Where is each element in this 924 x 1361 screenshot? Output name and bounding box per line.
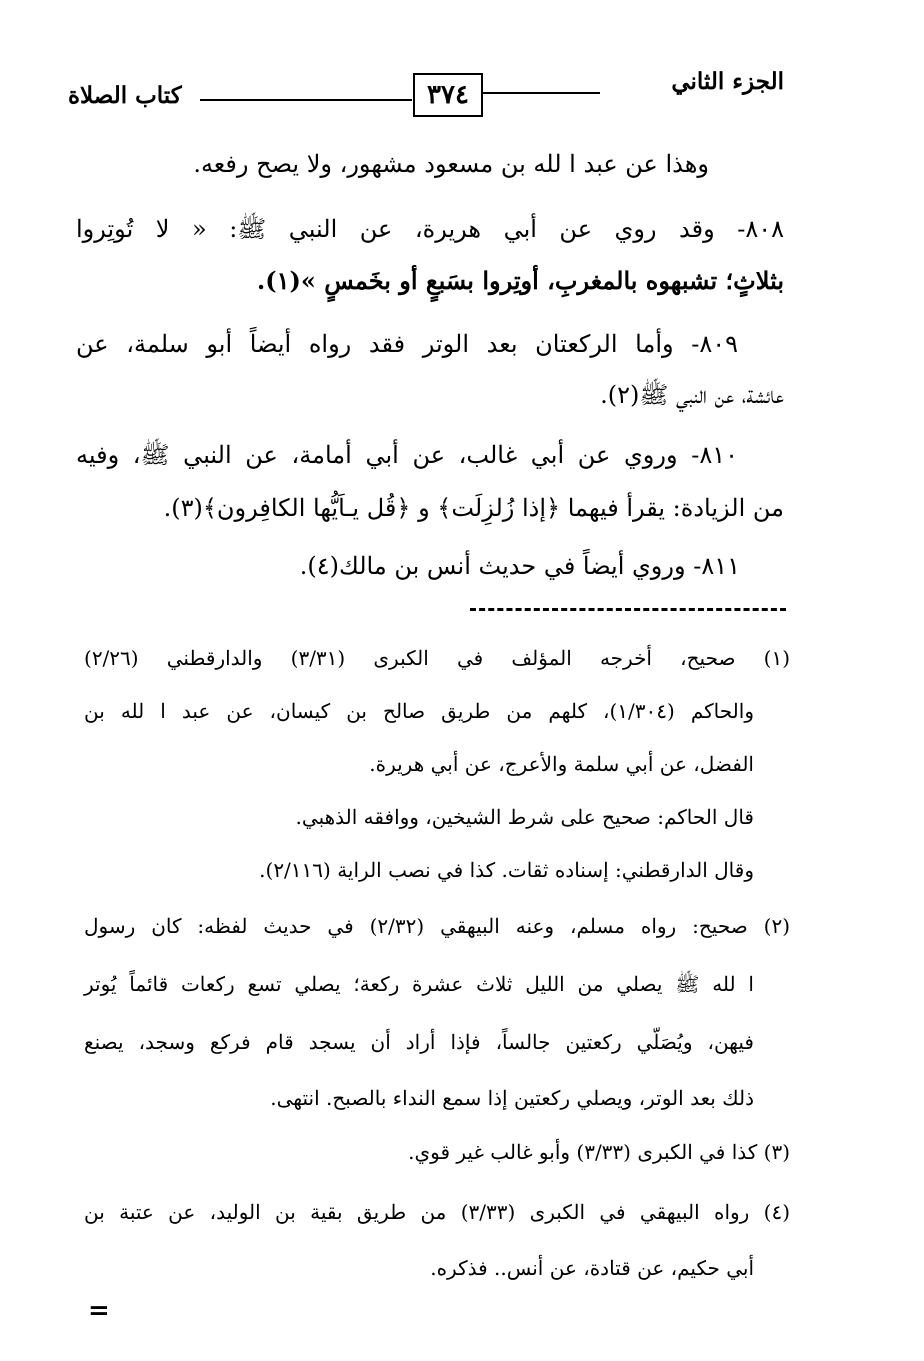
footnote-line-11: (٤) رواه البيهقي في الكبرى (٣/٣٣) من طريق بقية بن الوليد، عن عتبة بن	[84, 1200, 790, 1224]
footnote-line-2: والحاكم (١/٣٠٤)، كلهم من طريق صالح بن كيسان، عن عبد ا لله بن	[84, 699, 754, 723]
footnote-line-8: فيهن، ويُصَلّي ركعتين جالساً، فإذا أراد أن يسجد قام فركع وسجد، يصنع	[84, 1030, 754, 1054]
body-line-1: وهذا عن عبد ا لله بن مسعود مشهور، ولا يصح رفعه.	[193, 150, 709, 178]
footnote-line-9: ذلك بعد الوتر، ويصلي ركعتين إذا سمع النداء بالصبح. انتهى.	[270, 1086, 754, 1110]
footnote-line-10: (٣) كذا في الكبرى (٣/٣٣) وأبو غالب غير قوي.	[408, 1140, 790, 1164]
footnote-line-5: وقال الدارقطني: إسناده ثقات. كذا في نصب الراية (٢/١١٦).	[259, 858, 754, 882]
body-line-6: ٨١٠- وروي عن أبي غالب، عن أبي أمامة، عن النبي ﷺ، وفيه	[76, 441, 738, 469]
footnote-line-3: الفضل، عن أبي سلمة والأعرج، عن أبي هريرة.	[369, 752, 754, 776]
footnote-separator	[470, 608, 786, 611]
footnote-line-4: قال الحاكم: صحيح على شرط الشيخين، ووافقه الذهبي.	[295, 805, 754, 829]
footnote-line-6: (٢) صحيح: رواه مسلم، وعنه البيهقي (٢/٣٢) في حديث لفظه: كان رسول	[84, 914, 790, 938]
body-line-8: ٨١١- وروي أيضاً في حديث أنس بن مالك(٤).	[299, 552, 740, 580]
volume-title: الجزء الثاني	[671, 68, 784, 95]
footnote-line-12: أبي حكيم، عن قتادة، عن أنس.. فذكره.	[430, 1256, 754, 1280]
body-line-5: عائشة، عن النبي ﷺ(٢).	[600, 381, 784, 409]
body-line-2: ٨٠٨- وقد روي عن أبي هريرة، عن النبي ﷺ: « لا تُوتِروا	[76, 215, 784, 243]
header-rule-left	[200, 99, 412, 101]
body-line-7: من الزيادة: يقرأ فيهما ﴿إذا زُلزِلَت﴾ و ﴿قُل يـاَيُّها الكافِرون﴾(٣).	[163, 494, 784, 522]
footnote-line-1: (١) صحيح، أخرجه المؤلف في الكبرى (٣/٣١) والدارقطني (٢/٢٦)	[84, 646, 791, 670]
footnote-line-7: ا لله ﷺ يصلي من الليل ثلاث عشرة ركعة؛ يصلي تسع ركعات قائماً يُوتر	[84, 972, 754, 996]
chapter-title: كتاب الصلاة	[68, 82, 182, 109]
page-number: ٣٧٤	[413, 73, 483, 117]
header-rule-right	[482, 92, 600, 94]
end-mark: =	[88, 1296, 110, 1326]
body-line-3: بثلاثٍ؛ تشبهوه بالمغربِ، أوتِروا بسَبعٍ أو بخَمسٍ »(١).	[256, 266, 784, 295]
body-line-4: ٨٠٩- وأما الركعتان بعد الوتر فقد رواه أيضاً أبو سلمة، عن	[76, 330, 738, 358]
